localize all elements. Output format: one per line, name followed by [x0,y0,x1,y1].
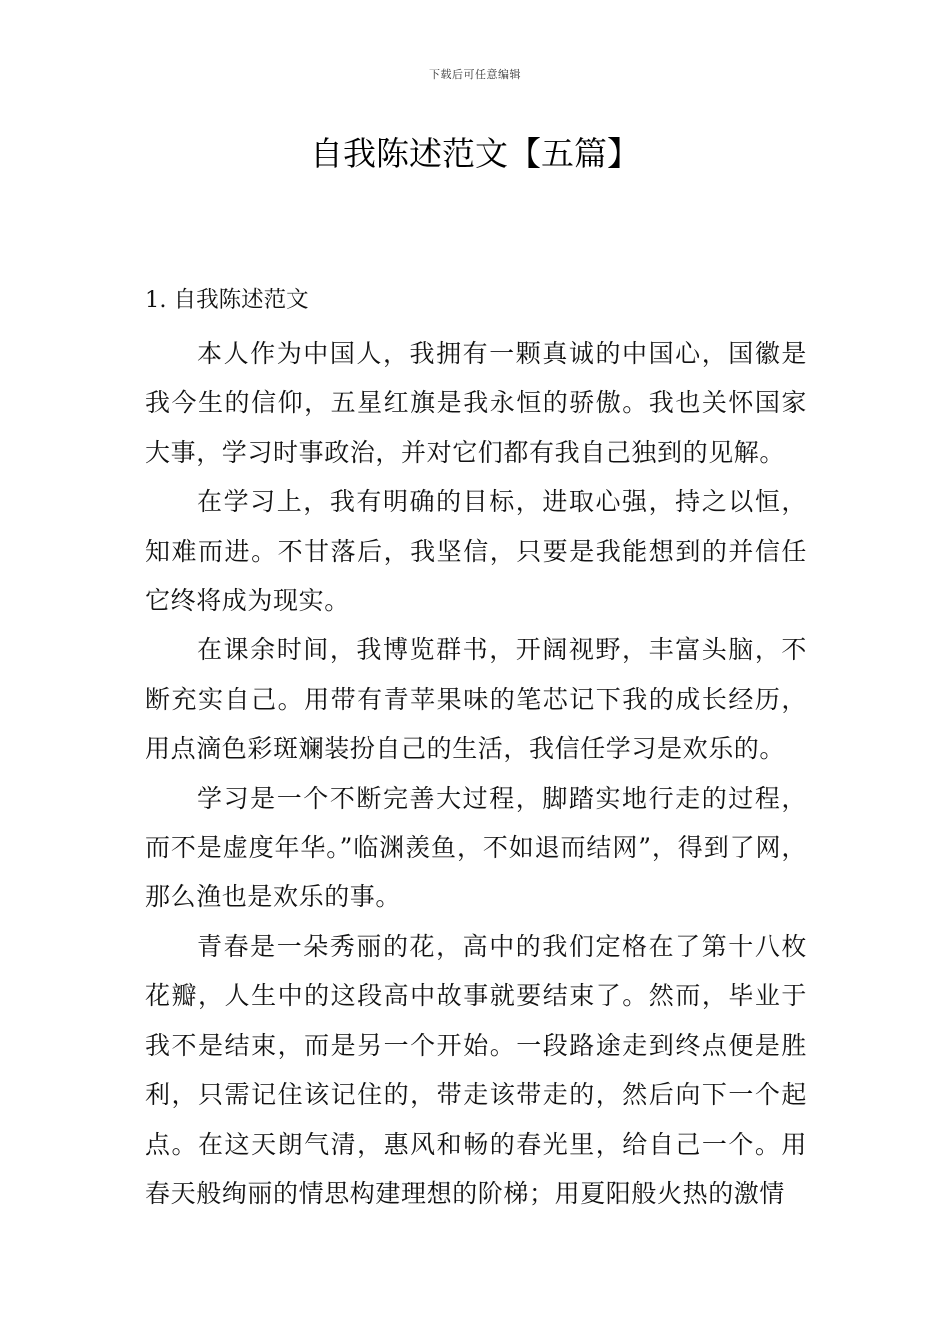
paragraph-1: 本人作为中国人，我拥有一颗真诚的中国心，国徽是我今生的信仰，五星红旗是我永恒的骄傲。我也关怀国家大事，学习时事政治，并对它们都有我自己独到的见解。 [145,339,807,467]
paragraph-2: 在学习上，我有明确的目标，进取心强，持之以恒，知难而进。不甘落后，我坚信，只要是我能想到的并信任它终将成为现实。 [145,487,807,616]
header-note: 下载后可任意编辑 [429,68,521,81]
section-heading: 1. 自我陈述范文 [145,287,309,313]
paragraph-4: 学习是一个不断完善大过程，脚踏实地行走的过程，而不是虚度年华。”临渊羡鱼，不如退而结网”，得到了网，那么渔也是欢乐的事。 [145,783,807,912]
document-title: 自我陈述范文【五篇】 [310,134,640,173]
document-body [145,280,807,1218]
paragraph-5: 青春是一朵秀丽的花，高中的我们定格在了第十八枚花瓣，人生中的这段高中故事就要结束了。然而，毕业于我不是结束，而是另一个开始。一段路途走到终点便是胜利，只需记住该记住的，带走该带走的，然后向下一个起点。在这天朗气清，惠风和畅的春光里，给自己一个。用春天般绚丽的情思构建理想的阶梯；用夏阳般火热的激情 [145,931,807,1208]
paragraph-3: 在课余时间，我博览群书，开阔视野，丰富头脑，不断充实自己。用带有青苹果味的笔芯记下我的成长经历，用点滴色彩斑斓装扮自己的生活，我信任学习是欢乐的。 [145,635,807,764]
